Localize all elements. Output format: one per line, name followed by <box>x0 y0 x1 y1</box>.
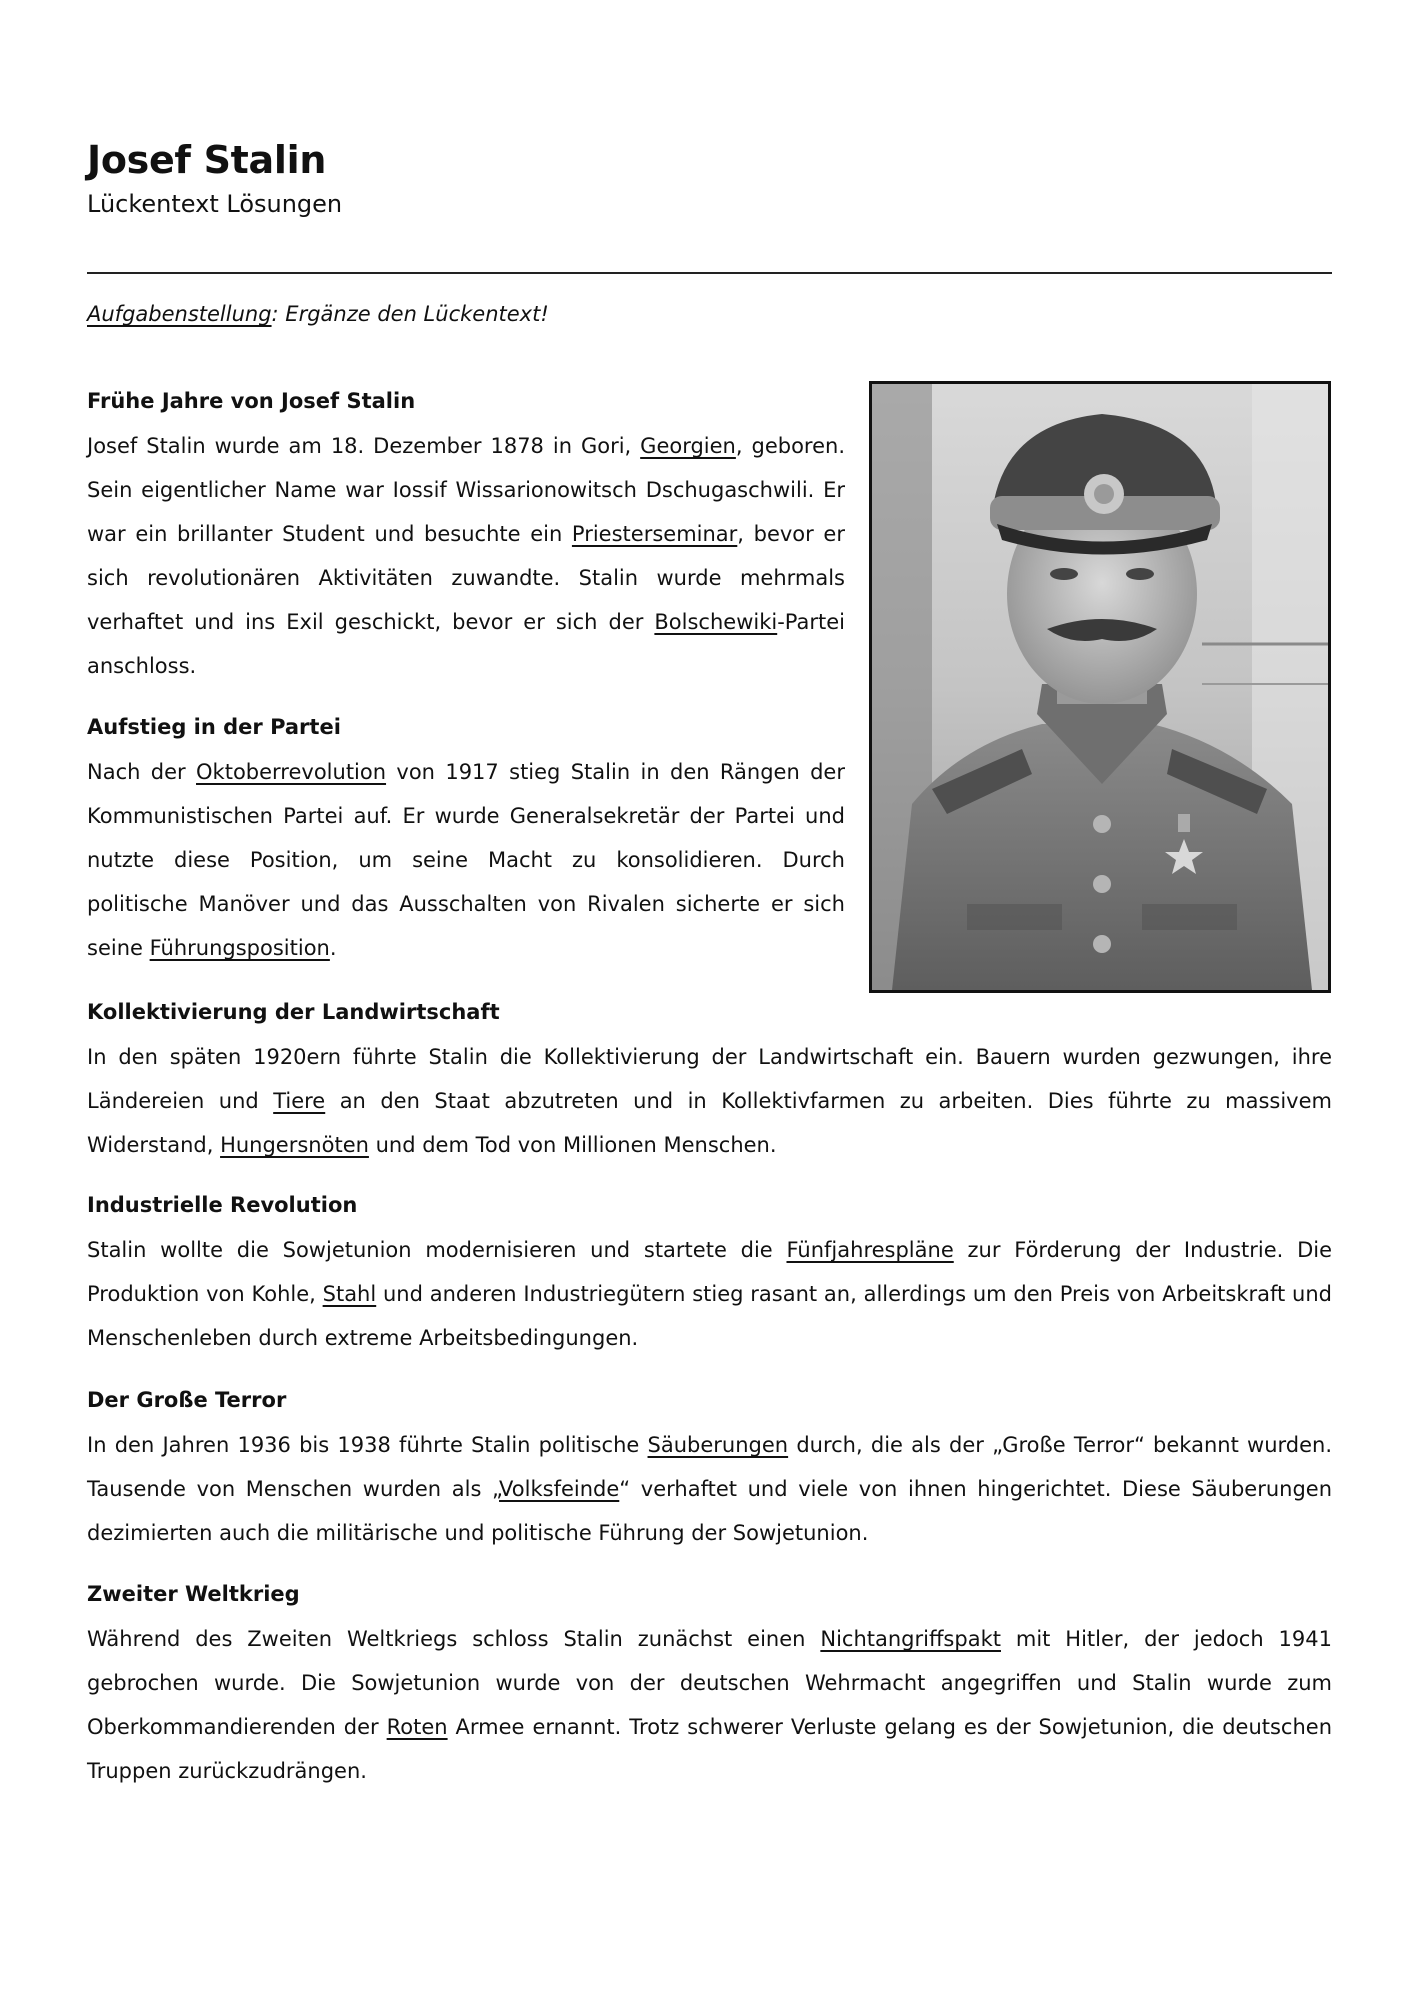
answer-gap: Nichtangriffspakt <box>820 1627 1001 1651</box>
text-run: an den Staat abzutreten und in Kollektivfarmen zu arbeiten. Dies führte zu massivem Widerstand, <box>87 1089 1332 1157</box>
task-text: : Ergänze den Lückentext! <box>271 302 549 326</box>
section-heading: Industrielle Revolution <box>87 1193 358 1217</box>
section-heading: Aufstieg in der Partei <box>87 715 341 739</box>
answer-gap: Bolschewiki <box>654 610 778 634</box>
section-text <box>87 750 845 970</box>
text-run: von 1917 stieg Stalin in den Rängen der Kommunistischen Partei auf. Er wurde Generalsekretär der Partei und nutzte diese Position, um seine Macht zu konsolidieren. Durch politische Manöver und das Ausschalten von Rivalen sicherte er sich seine <box>87 760 845 960</box>
section-heading: Frühe Jahre von Josef Stalin <box>87 389 416 413</box>
text-run: , geboren. Sein eigentlicher Name war Iossif Wissarionowitsch Dschugaschwili. Er war ein brillanter Student und besuchte ein <box>87 434 846 546</box>
section-great-terror <box>87 1383 1332 1555</box>
text-run: Während des Zweiten Weltkriegs schloss Stalin zunächst einen <box>87 1627 821 1651</box>
text-run: Josef Stalin wurde am 18. Dezember 1878 in Gori, <box>87 434 641 458</box>
text-run: Armee ernannt. Trotz schwerer Verluste gelang es der Sowjetunion, die deutschen Truppen zurückzudrängen. <box>87 1715 1333 1783</box>
answer-gap: Georgien <box>640 434 736 458</box>
answer-gap: Hungersnöten <box>220 1133 369 1157</box>
section-heading: Kollektivierung der Landwirtschaft <box>87 1000 500 1024</box>
section-early-years <box>87 384 845 688</box>
section-text <box>87 1423 1332 1555</box>
portrait-illustration <box>872 384 1328 990</box>
text-run: und anderen Industriegütern stieg rasant an, allerdings um den Preis von Arbeitskraft und Menschenleben durch extreme Arbeitsbedingungen. <box>87 1282 1332 1350</box>
text-run: und dem Tod von Millionen Menschen. <box>368 1133 777 1157</box>
page-title: Josef Stalin <box>87 138 327 182</box>
section-text <box>87 1035 1332 1167</box>
worksheet-page <box>87 0 1332 2000</box>
text-run: Stalin wollte die Sowjetunion modernisieren und startete die <box>87 1238 787 1262</box>
answer-gap: Säuberungen <box>647 1433 789 1457</box>
section-industrial-revolution <box>87 1188 1332 1360</box>
text-run: In den Jahren 1936 bis 1938 führte Stalin politische <box>87 1433 648 1457</box>
answer-gap: Stahl <box>322 1282 377 1306</box>
answer-gap: Oktoberrevolution <box>196 760 387 784</box>
section-world-war-two <box>87 1577 1332 1793</box>
text-run: , bevor er sich revolutionären Aktivitäten zuwandte. Stalin wurde mehrmals verhaftet und ins Exil geschickt, bevor er sich der <box>87 522 845 634</box>
section-heading: Der Große Terror <box>87 1388 287 1412</box>
text-run: “ verhaftet und viele von ihnen hingerichtet. Diese Säuberungen dezimierten auch die militärische und politische Führung der Sowjetunion. <box>87 1477 1333 1545</box>
answer-gap: Roten <box>386 1715 448 1739</box>
answer-gap: Fünfjahrespläne <box>786 1238 954 1262</box>
text-run: -Partei anschloss. <box>87 610 845 678</box>
text-run: mit Hitler, der jedoch 1941 gebrochen wurde. Die Sowjetunion wurde von der deutschen Wehrmacht angegriffen und Stalin wurde zum Oberkommandierenden der <box>87 1627 1332 1739</box>
answer-gap: Volksfeinde <box>499 1477 620 1501</box>
text-run: Nach der <box>87 760 197 784</box>
portrait-photo <box>869 381 1331 993</box>
page-subtitle: Lückentext Lösungen <box>87 190 343 218</box>
answer-gap: Priesterseminar <box>571 522 738 546</box>
task-label: Aufgabenstellung <box>87 302 272 326</box>
text-run: durch, die als der „Große Terror“ bekannt wurden. Tausende von Menschen wurden als „ <box>87 1433 1333 1501</box>
section-rise-in-party <box>87 710 845 970</box>
header-divider <box>87 272 1332 274</box>
text-run: In den späten 1920ern führte Stalin die Kollektivierung der Landwirtschaft ein. Bauern wurden gezwungen, ihre Ländereien und <box>87 1045 1332 1113</box>
text-run: . <box>329 936 337 960</box>
section-text <box>87 424 845 688</box>
answer-gap: Führungsposition <box>149 936 330 960</box>
section-text <box>87 1617 1332 1793</box>
section-heading: Zweiter Weltkrieg <box>87 1582 300 1606</box>
answer-gap: Tiere <box>273 1089 326 1113</box>
section-text <box>87 1228 1332 1360</box>
task-instruction <box>87 302 549 326</box>
text-run: zur Förderung der Industrie. Die Produktion von Kohle, <box>87 1238 1332 1306</box>
section-collectivization <box>87 995 1332 1167</box>
